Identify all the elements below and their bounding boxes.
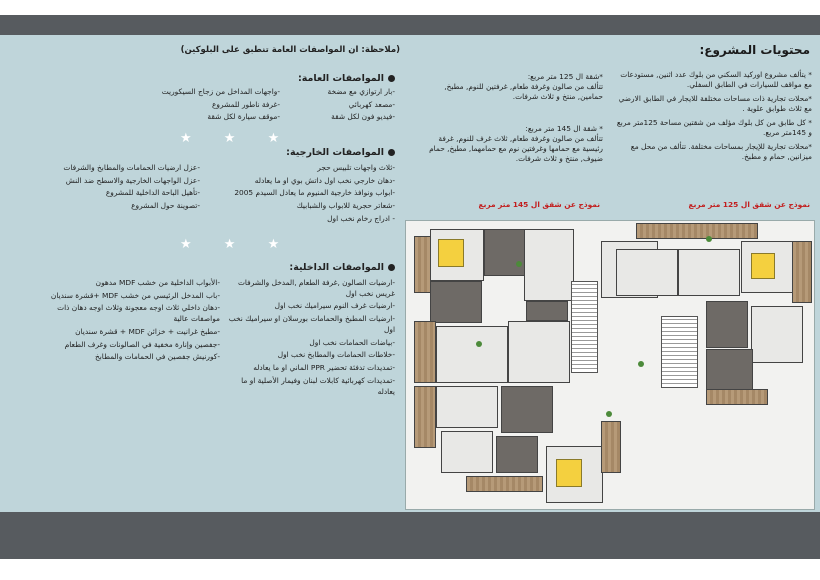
external-specs-title: المواصفات الخارجية: <box>280 147 395 158</box>
list-item: -بياضات الحمامات نخب اول <box>309 337 395 347</box>
note-header: (ملاحظة: ان المواصفات العامة تنطبق على البلوكين) <box>180 45 400 55</box>
list-item: -عزل الواجهات الخارجية والاسطح ضد النش <box>65 175 200 185</box>
list-item: -مطبخ غرانيت + خزائن MDF + قشرة سنديان <box>75 326 220 336</box>
contents-list <box>612 70 812 166</box>
stairs <box>571 281 598 373</box>
internal-specs-list-2 <box>30 278 220 365</box>
unit-145-description <box>425 124 603 164</box>
stars-divider: ★ ★ ★ <box>180 131 294 146</box>
plant-icon <box>638 361 644 367</box>
plant-icon <box>476 341 482 347</box>
list-item: -عزل ارضيات الحمامات والمطابخ والشرفات <box>63 163 200 172</box>
balcony <box>466 476 543 492</box>
dining-room <box>678 249 740 296</box>
plant-icon <box>516 261 522 267</box>
list-item: -ابواب ونوافذ خارجية المنيوم ما يعادل السيدم 2005 <box>234 188 395 198</box>
model-145-caption: نموذج عن شقق ال 145 متر مربع <box>478 200 600 209</box>
unit-125-description <box>425 72 603 102</box>
internal-specs-title: المواصفات الداخلية: <box>280 262 395 273</box>
list-item: -جفصين وإنارة مخفية في الصالونات وغرف الطعام <box>64 339 220 349</box>
internal-specs-list <box>225 278 395 399</box>
balcony <box>414 321 436 383</box>
balcony <box>706 389 768 405</box>
bedroom <box>441 431 493 473</box>
contents-paragraph: * كل طابق من كل بلوك مؤلف من شقتين مساحة 125متر مربع و 145متر مربع. <box>616 117 812 137</box>
contents-paragraph: * يتألف مشروع اوركيد السكني من بلوك عدد اثنين, مستودعات مع مواقف للسيارات في الطابق السفلي. <box>620 70 812 89</box>
list-item: -كورنيش جفصين في الحمامات والمطابخ <box>94 352 220 362</box>
list-item: -واجهات المداخل من زجاج السيكوريت <box>161 87 280 96</box>
unit-heading: *شقة ال 125 متر مربع: <box>527 72 603 81</box>
list-item: -باب المدخل الرئيسي من خشب MDF +قشرة سنديان <box>50 290 220 300</box>
kitchen <box>501 386 553 433</box>
stars-divider-2: ★ ★ ★ <box>180 237 294 252</box>
list-item: -مصعد كهربائي <box>348 99 395 109</box>
list-item: -خلاطات الحمامات والمطابخ نخب اول <box>277 350 395 360</box>
list-item: -ارضيات المطبخ والحمامات بورسلان او سيراميك نخب اول <box>228 314 395 334</box>
external-specs-list-2 <box>50 163 200 214</box>
bullet-icon <box>388 149 395 156</box>
bed-icon <box>751 253 775 279</box>
kitchen <box>430 281 482 323</box>
list-item: -موقف سيارة لكل شقة <box>207 112 280 122</box>
stairs <box>661 316 698 388</box>
list-item: -الأبواب الداخلية من خشب MDF مدهون <box>95 278 220 287</box>
dining-room <box>436 326 508 383</box>
list-item: -ثلاث واجهات تلبيس حجر <box>317 163 395 172</box>
bathroom <box>496 436 538 473</box>
list-item: -تأهيل الباحة الداخلية للمشروع <box>105 188 200 198</box>
dining-room <box>616 249 678 296</box>
general-specs-list-2 <box>100 87 280 125</box>
general-specs-title: المواصفات العامة: <box>290 73 395 84</box>
list-item: -فيديو فون لكل شقة <box>331 112 395 122</box>
model-125-caption: نموذج عن شقق ال 125 متر مربع <box>688 200 810 209</box>
list-item: -دهان داخلي ثلاث اوجه معجونة وثلاث اوجه دهان ذات مواصفات عالية <box>57 303 220 324</box>
list-item: -بار ارتوازي مع مضخة <box>327 87 395 96</box>
unit-heading: * شقة ال 145 متر مربع: <box>525 124 603 133</box>
balcony <box>792 241 812 303</box>
list-item: -دهان خارجي نخب اول داتش بوي او ما يعادله <box>254 175 395 185</box>
contents-paragraph: *محلات تجارية ذات مساحات مختلفة للايجار في الطابق الارضي مع ثلاث طوابق علوية . <box>618 93 812 113</box>
list-item: -غرفة ناطور للمشروع <box>211 99 280 109</box>
bedroom <box>751 306 803 363</box>
list-item: -تمديدات كهربائية كابلات لبنان وفيمار الأصلية او ما يعادله <box>241 375 395 396</box>
list-item: -ارضيات الصالون ,غرفة الطعام ,المدخل والشرفات غريس نخب اول <box>237 278 395 298</box>
living-room <box>524 229 574 301</box>
bathroom <box>484 229 526 276</box>
plant-icon <box>606 411 612 417</box>
list-item: - ادراج رخام نخب اول <box>327 213 395 223</box>
balcony <box>601 421 621 473</box>
kitchen <box>706 301 748 348</box>
general-specs-list <box>290 87 395 125</box>
balcony <box>636 223 758 239</box>
list-item: -تمديدات تدفئة تحضير PPR الماني او ما يعادله <box>253 363 395 373</box>
plant-icon <box>706 236 712 242</box>
external-specs-list <box>195 163 395 227</box>
salon <box>436 386 498 428</box>
bullet-icon <box>388 264 395 271</box>
bullet-icon <box>388 75 395 82</box>
salon <box>508 321 570 383</box>
top-bar <box>0 15 820 35</box>
floor-plan-image <box>405 220 815 510</box>
bathroom <box>706 349 753 391</box>
balcony <box>414 386 436 448</box>
unit-text: تتألف من صالون وغرفة طعام, غرفتين للنوم, مطبخ, حمامين, منتخ و ثلاث شرفات. <box>444 81 603 101</box>
list-item: -ارضيات غرف النوم سيراميك نخب اول <box>274 301 395 311</box>
unit-text: تتألف من صالون وغرفة طعام, ثلاث غرف للنوم, غرفة رئيسية مع حمامها وغرفتين نوم مع حمامهما, مطبخ, حمام ضيوف, منتخ و ثلاث شرفات. <box>429 133 603 163</box>
list-item: -تصوينة حول المشروع <box>131 201 200 211</box>
bottom-bar <box>0 512 820 559</box>
corridor <box>526 301 568 321</box>
bed-icon <box>438 239 464 267</box>
bed-icon <box>556 459 582 487</box>
list-item: -شعاتر حجرية للابواب والشبابيك <box>296 201 395 211</box>
contents-title: محتويات المشروع: <box>699 43 810 57</box>
contents-paragraph: *محلات تجارية للإيجار بمساحات مختلفة. تتألف من محل مع ميزانين, حمام و مطبخ. <box>630 141 812 161</box>
